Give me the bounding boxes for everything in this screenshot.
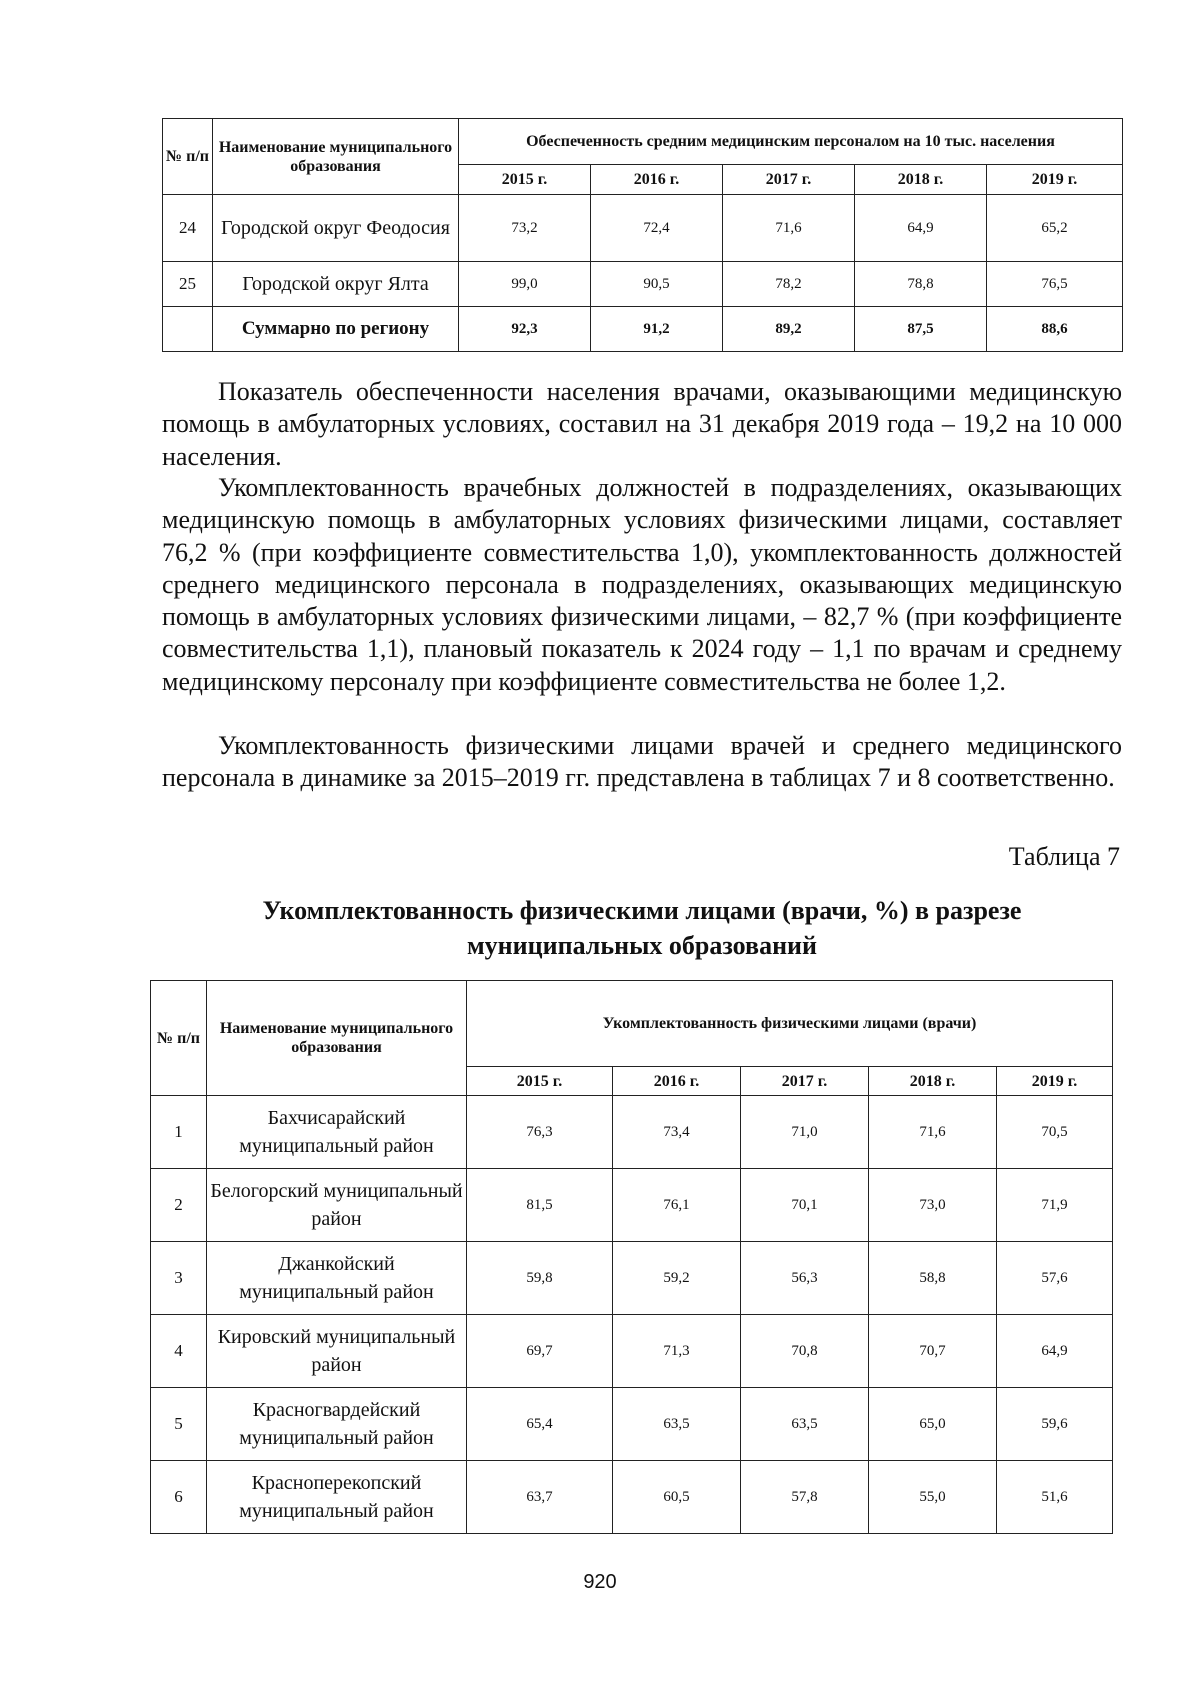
year-header: 2017 г. — [741, 1067, 869, 1096]
table-row — [151, 1388, 1113, 1461]
cell-value: 65,4 — [467, 1388, 613, 1461]
cell-value: 70,5 — [997, 1096, 1113, 1169]
cell-value: 71,9 — [997, 1169, 1113, 1242]
cell-value: 76,3 — [467, 1096, 613, 1169]
cell-value: 57,8 — [741, 1461, 869, 1534]
cell-value: 70,8 — [741, 1315, 869, 1388]
paragraph: Показатель обеспеченности населения врачами, оказывающими медицинскую помощь в амбулаторных условиях, составил на 31 декабря 2019 года – 19,2 на 10 000 населения. — [162, 377, 1122, 471]
table-row — [163, 262, 1123, 307]
cell-value: 58,8 — [869, 1242, 997, 1315]
table-row — [151, 1169, 1113, 1242]
cell-value: 60,5 — [613, 1461, 741, 1534]
cell-value: 90,5 — [591, 262, 723, 307]
row-number: 3 — [151, 1242, 207, 1315]
total-value: 92,3 — [459, 307, 591, 352]
staffing-completeness-table — [150, 980, 1113, 1534]
cell-value: 63,7 — [467, 1461, 613, 1534]
cell-value: 69,7 — [467, 1315, 613, 1388]
col-header-name: Наименование муниципального образования — [207, 981, 467, 1096]
cell-value: 63,5 — [613, 1388, 741, 1461]
cell-value: 65,2 — [987, 195, 1123, 262]
cell-value: 59,2 — [613, 1242, 741, 1315]
staffing-ratio-table — [162, 118, 1123, 352]
cell-value: 78,2 — [723, 262, 855, 307]
year-header: 2016 г. — [613, 1067, 741, 1096]
col-header-group: Укомплектованность физическими лицами (врачи) — [467, 981, 1113, 1067]
row-name: Красноперекопский муниципальный район — [207, 1461, 467, 1534]
table-row — [151, 1242, 1113, 1315]
cell-value: 55,0 — [869, 1461, 997, 1534]
cell-value: 63,5 — [741, 1388, 869, 1461]
col-header-number: № п/п — [163, 119, 213, 195]
cell-value: 78,8 — [855, 262, 987, 307]
row-number: 5 — [151, 1388, 207, 1461]
row-number: 4 — [151, 1315, 207, 1388]
total-label: Суммарно по региону — [213, 307, 459, 352]
cell-value: 99,0 — [459, 262, 591, 307]
cell-value: 56,3 — [741, 1242, 869, 1315]
cell-value: 64,9 — [855, 195, 987, 262]
cell-value: 73,0 — [869, 1169, 997, 1242]
year-header: 2017 г. — [723, 165, 855, 195]
cell-value: 71,6 — [869, 1096, 997, 1169]
cell-value: 71,6 — [723, 195, 855, 262]
cell-value: 71,3 — [613, 1315, 741, 1388]
cell-value: 73,2 — [459, 195, 591, 262]
row-name: Городской округ Ялта — [213, 262, 459, 307]
paragraph: Укомплектованность физическими лицами врачей и среднего медицинского персонала в динамике за 2015–2019 гг. представлена в таблицах 7 и 8 соответственно. — [162, 731, 1122, 793]
paragraph: Укомплектованность врачебных должностей в подразделениях, оказывающих медицинскую помощь в амбулаторных условиях физическими лицами, составляет 76,2 % (при коэффициенте совместительства 1,0), укомплектованность должностей среднего медицинского персонала в подразделениях, оказывающих медицинскую помощь в амбулаторных условиях физическими лицами, – 82,7 % (при коэффициенте совместительства 1,1), плановый показатель к 2024 году – 1,1 по врачам и среднему медицинскому персоналу при коэффициенте совместительства не более 1,2. — [162, 473, 1122, 696]
year-header: 2019 г. — [987, 165, 1123, 195]
year-header: 2016 г. — [591, 165, 723, 195]
cell-value: 72,4 — [591, 195, 723, 262]
year-header: 2019 г. — [997, 1067, 1113, 1096]
col-header-number: № п/п — [151, 981, 207, 1096]
cell-value: 76,1 — [613, 1169, 741, 1242]
cell-value: 70,7 — [869, 1315, 997, 1388]
table-title: Укомплектованность физическими лицами (врачи, %) в разрезе муниципальных образований — [262, 896, 1022, 960]
row-number: 6 — [151, 1461, 207, 1534]
cell-value: 57,6 — [997, 1242, 1113, 1315]
total-value: 91,2 — [591, 307, 723, 352]
year-header: 2015 г. — [467, 1067, 613, 1096]
cell-value: 70,1 — [741, 1169, 869, 1242]
cell-value: 51,6 — [997, 1461, 1113, 1534]
table-row — [151, 1096, 1113, 1169]
page-number: 920 — [583, 1571, 617, 1593]
cell-value: 59,6 — [997, 1388, 1113, 1461]
table-row — [151, 1315, 1113, 1388]
total-row — [163, 307, 1123, 352]
empty-cell — [163, 307, 213, 352]
col-header-name: Наименование муниципального образования — [213, 119, 459, 195]
row-number: 1 — [151, 1096, 207, 1169]
row-name: Красногвардейский муниципальный район — [207, 1388, 467, 1461]
row-number: 25 — [163, 262, 213, 307]
cell-value: 64,9 — [997, 1315, 1113, 1388]
row-number: 24 — [163, 195, 213, 262]
row-name: Кировский муниципальный район — [207, 1315, 467, 1388]
total-value: 87,5 — [855, 307, 987, 352]
cell-value: 76,5 — [987, 262, 1123, 307]
table-row — [163, 195, 1123, 262]
table-caption: Таблица 7 — [1008, 842, 1120, 871]
total-value: 88,6 — [987, 307, 1123, 352]
cell-value: 65,0 — [869, 1388, 997, 1461]
row-name: Бахчисарайский муниципальный район — [207, 1096, 467, 1169]
total-value: 89,2 — [723, 307, 855, 352]
cell-value: 81,5 — [467, 1169, 613, 1242]
cell-value: 59,8 — [467, 1242, 613, 1315]
year-header: 2018 г. — [855, 165, 987, 195]
row-name: Джанкойский муниципальный район — [207, 1242, 467, 1315]
year-header: 2015 г. — [459, 165, 591, 195]
col-header-group: Обеспеченность средним медицинским персоналом на 10 тыс. населения — [459, 119, 1123, 165]
year-header: 2018 г. — [869, 1067, 997, 1096]
row-number: 2 — [151, 1169, 207, 1242]
row-name: Городской округ Феодосия — [213, 195, 459, 262]
cell-value: 73,4 — [613, 1096, 741, 1169]
row-name: Белогорский муниципальный район — [207, 1169, 467, 1242]
cell-value: 71,0 — [741, 1096, 869, 1169]
table-row — [151, 1461, 1113, 1534]
